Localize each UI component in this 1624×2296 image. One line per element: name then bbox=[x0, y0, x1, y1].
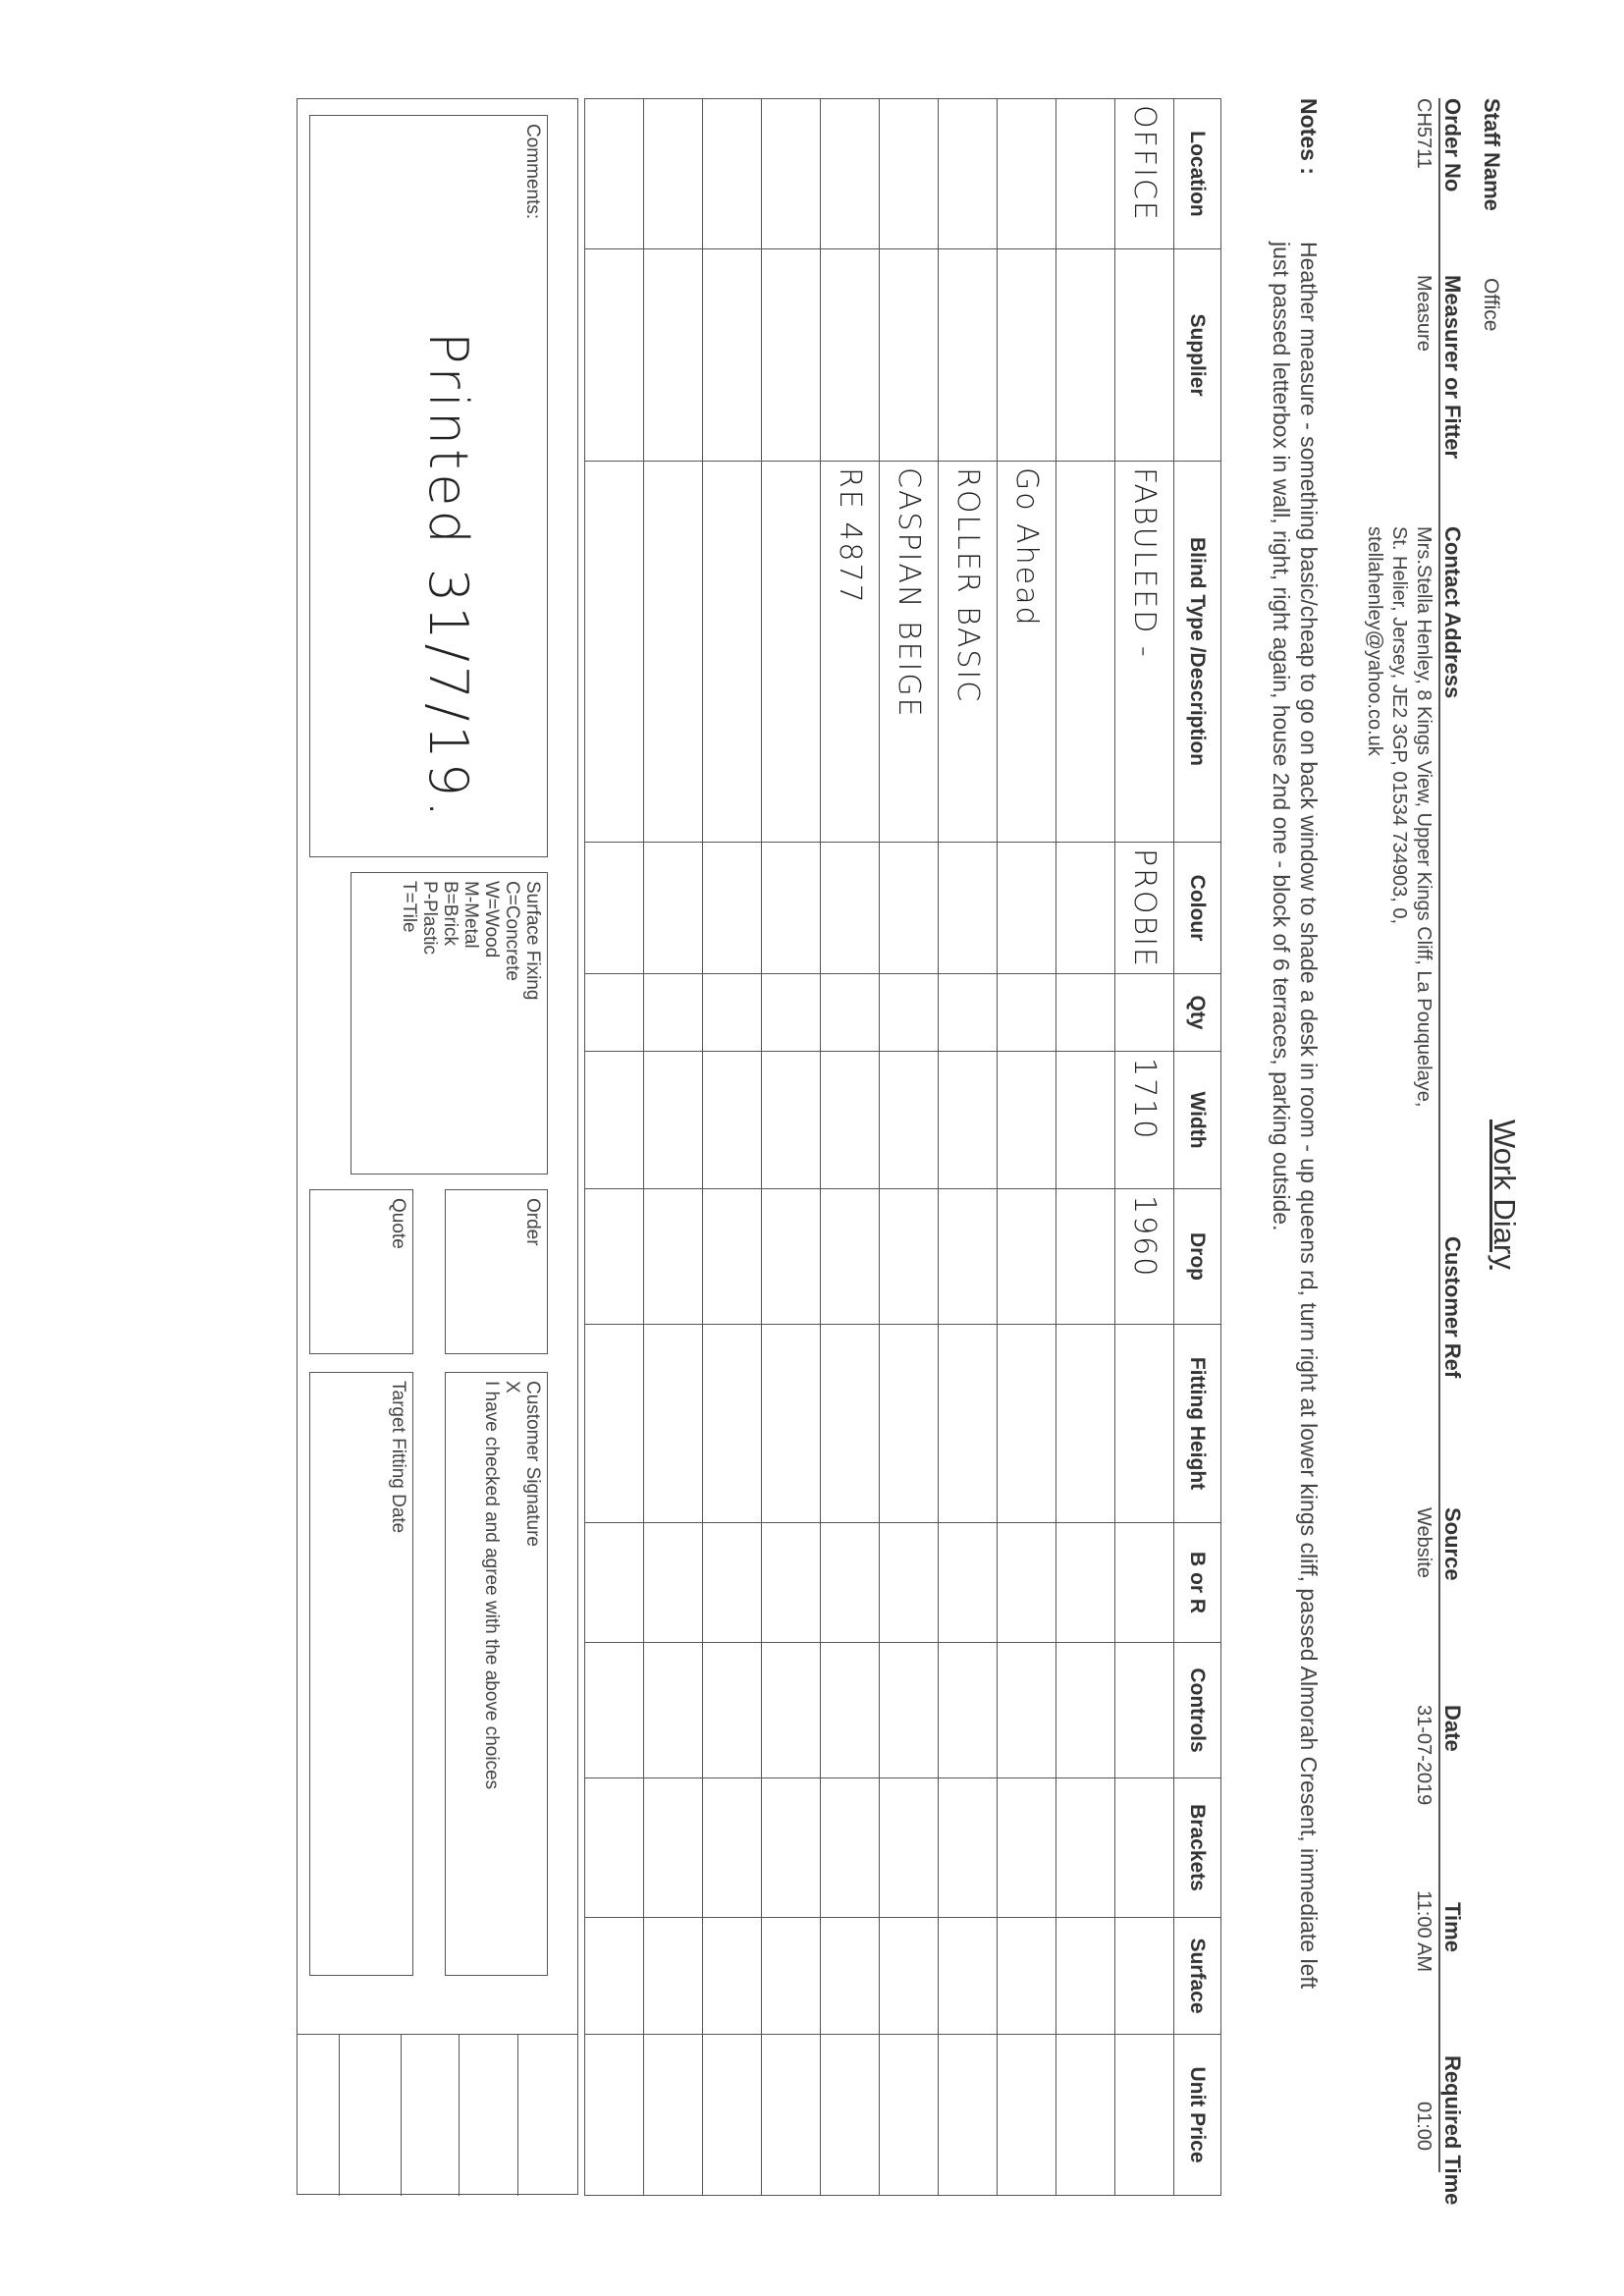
table-cell[interactable] bbox=[880, 1523, 939, 1643]
table-cell[interactable] bbox=[998, 1325, 1056, 1523]
table-row bbox=[703, 99, 762, 2196]
surface-fixing-title: Surface Fixing bbox=[522, 881, 543, 1001]
table-cell[interactable] bbox=[880, 974, 939, 1052]
staff-name-value: Office bbox=[1480, 278, 1502, 332]
table-cell[interactable] bbox=[703, 843, 762, 974]
table-cell[interactable] bbox=[762, 462, 821, 843]
table-row bbox=[585, 99, 644, 2196]
contact-address-label: Contact Address bbox=[1440, 526, 1465, 699]
table-cell[interactable] bbox=[644, 462, 703, 843]
table-cell[interactable] bbox=[1056, 1325, 1115, 1523]
table-cell[interactable] bbox=[998, 974, 1056, 1052]
table-cell[interactable] bbox=[703, 1325, 762, 1523]
table-cell[interactable] bbox=[821, 1643, 880, 1778]
table-cell[interactable] bbox=[762, 1325, 821, 1523]
table-cell[interactable] bbox=[998, 249, 1056, 462]
time-label: Time bbox=[1440, 1902, 1465, 1952]
table-cell[interactable] bbox=[585, 2035, 644, 2196]
surface-brick: B=Brick bbox=[440, 881, 460, 946]
column-header-b-or-r: B or R bbox=[1174, 1523, 1221, 1643]
table-cell[interactable] bbox=[703, 1189, 762, 1325]
table-row bbox=[821, 99, 880, 2196]
table-cell[interactable]: 1960 bbox=[1115, 1189, 1174, 1325]
table-cell[interactable] bbox=[998, 99, 1056, 249]
table-cell[interactable] bbox=[644, 1643, 703, 1778]
table-cell[interactable]: 1710 bbox=[1115, 1052, 1174, 1189]
column-header-controls: Controls bbox=[1174, 1643, 1221, 1778]
table-cell[interactable] bbox=[880, 1189, 939, 1325]
source-value: Website bbox=[1413, 1507, 1435, 1578]
unit-price-row-line bbox=[459, 2035, 460, 2196]
table-cell[interactable] bbox=[939, 249, 998, 462]
table-row bbox=[762, 99, 821, 2196]
table-cell[interactable] bbox=[880, 1918, 939, 2035]
table-cell[interactable] bbox=[703, 974, 762, 1052]
table-cell[interactable] bbox=[821, 1189, 880, 1325]
target-fitting-label: Target Fitting Date bbox=[388, 1381, 408, 1534]
table-cell[interactable] bbox=[703, 462, 762, 843]
table-cell[interactable] bbox=[998, 1189, 1056, 1325]
customer-ref-label: Customer Ref bbox=[1440, 1236, 1465, 1379]
table-cell[interactable] bbox=[821, 2035, 880, 2196]
table-cell[interactable] bbox=[644, 1189, 703, 1325]
address-line-2: St. Helier, Jersey, JE2 3GP, 01534 734903, 0, bbox=[1388, 526, 1410, 925]
table-cell[interactable] bbox=[1056, 1189, 1115, 1325]
table-cell[interactable] bbox=[1115, 249, 1174, 462]
table-cell[interactable]: FABULEED - bbox=[1115, 462, 1174, 843]
table-cell[interactable] bbox=[585, 1325, 644, 1523]
table-cell[interactable] bbox=[880, 1052, 939, 1189]
quote-box[interactable] bbox=[309, 1189, 413, 1354]
table-cell[interactable] bbox=[1115, 2035, 1174, 2196]
table-cell[interactable] bbox=[880, 2035, 939, 2196]
measurer-value: Measure bbox=[1413, 275, 1435, 352]
table-cell[interactable] bbox=[1056, 2035, 1115, 2196]
notes-label: Notes : bbox=[1296, 98, 1322, 175]
table-cell[interactable] bbox=[644, 1325, 703, 1523]
table-cell[interactable] bbox=[1056, 1643, 1115, 1778]
table-cell[interactable] bbox=[880, 843, 939, 974]
comments-handwritten: Printed 31/7/19. bbox=[417, 332, 479, 822]
column-header-unit-price: Unit Price bbox=[1174, 2035, 1221, 2196]
table-cell[interactable] bbox=[939, 1189, 998, 1325]
surface-wood: W=Wood bbox=[481, 881, 502, 958]
table-cell[interactable] bbox=[998, 1523, 1056, 1643]
table-cell[interactable] bbox=[939, 1523, 998, 1643]
unit-price-row-line bbox=[339, 2035, 340, 2196]
table-cell[interactable] bbox=[762, 99, 821, 249]
table-cell[interactable] bbox=[880, 1643, 939, 1778]
table-cell[interactable] bbox=[821, 843, 880, 974]
table-cell[interactable] bbox=[998, 2035, 1056, 2196]
order-box[interactable] bbox=[445, 1189, 548, 1354]
required-time-label: Required Time bbox=[1440, 2055, 1465, 2206]
address-line-1: Mrs.Stella Henley, 8 Kings View, Upper Kings Cliff, La Pouquelaye, bbox=[1413, 526, 1435, 1108]
table-cell[interactable] bbox=[880, 99, 939, 249]
table-cell[interactable]: CASPIAN BEIGE bbox=[880, 462, 939, 843]
table-cell[interactable] bbox=[821, 1523, 880, 1643]
date-value: 31-07-2019 bbox=[1413, 1705, 1435, 1806]
table-cell[interactable] bbox=[762, 1523, 821, 1643]
table-cell[interactable] bbox=[703, 99, 762, 249]
column-header-width: Width bbox=[1174, 1052, 1221, 1189]
quote-label: Quote bbox=[388, 1198, 408, 1249]
comments-label: Comments: bbox=[522, 124, 543, 220]
table-cell[interactable] bbox=[939, 843, 998, 974]
table-cell[interactable] bbox=[585, 1643, 644, 1778]
table-cell[interactable] bbox=[585, 843, 644, 974]
surface-tile: T=Tile bbox=[399, 881, 419, 933]
table-row bbox=[998, 99, 1056, 2196]
table-cell[interactable] bbox=[762, 249, 821, 462]
column-header-fitting-height: Fitting Height bbox=[1174, 1325, 1221, 1523]
table-cell[interactable] bbox=[762, 1778, 821, 1918]
header-divider bbox=[1438, 98, 1440, 2172]
target-fitting-date-box[interactable] bbox=[309, 1372, 413, 1976]
table-cell[interactable] bbox=[1056, 1778, 1115, 1918]
table-cell[interactable]: Go Ahead bbox=[998, 462, 1056, 843]
table-cell[interactable] bbox=[762, 1052, 821, 1189]
table-cell[interactable]: ROLLER BASIC bbox=[939, 462, 998, 843]
table-cell[interactable] bbox=[585, 249, 644, 462]
table-cell[interactable]: OFFICE bbox=[1115, 99, 1174, 249]
table-cell[interactable] bbox=[821, 1778, 880, 1918]
table-cell[interactable] bbox=[585, 99, 644, 249]
staff-name-label: Staff Name bbox=[1480, 98, 1504, 211]
signature-label: Customer Signature bbox=[522, 1381, 543, 1547]
table-cell[interactable] bbox=[644, 99, 703, 249]
table-cell[interactable] bbox=[880, 249, 939, 462]
column-header-qty: Qty bbox=[1174, 974, 1221, 1052]
table-cell[interactable]: PROBIE bbox=[1115, 843, 1174, 974]
table-cell[interactable] bbox=[644, 1052, 703, 1189]
table-cell[interactable] bbox=[762, 843, 821, 974]
unit-price-continuation bbox=[298, 2034, 577, 2196]
customer-signature-box[interactable] bbox=[445, 1372, 548, 1976]
table-cell[interactable] bbox=[880, 1325, 939, 1523]
table-cell[interactable] bbox=[703, 2035, 762, 2196]
table-row bbox=[1115, 99, 1174, 2196]
order-label: Order bbox=[522, 1198, 543, 1246]
unit-price-row-line bbox=[517, 2035, 518, 2196]
signature-mark: X bbox=[502, 1381, 522, 1394]
required-time-value: 01:00 bbox=[1413, 2102, 1435, 2152]
table-row bbox=[1056, 99, 1115, 2196]
table-cell[interactable] bbox=[998, 1918, 1056, 2035]
table-row bbox=[880, 99, 939, 2196]
table-cell[interactable] bbox=[1056, 974, 1115, 1052]
table-cell[interactable] bbox=[762, 974, 821, 1052]
unit-price-row-line bbox=[401, 2035, 402, 2196]
table-cell[interactable]: RE 4877 bbox=[821, 462, 880, 843]
table-cell[interactable] bbox=[939, 2035, 998, 2196]
table-cell[interactable] bbox=[762, 1918, 821, 2035]
table-cell[interactable] bbox=[821, 99, 880, 249]
table-cell[interactable] bbox=[1056, 1918, 1115, 2035]
table-cell[interactable] bbox=[1056, 1523, 1115, 1643]
table-cell[interactable] bbox=[703, 1052, 762, 1189]
notes-line-2: just passed letterbox in wall, right, right again, house 2nd one - block of 6 terraces, parking outside. bbox=[1269, 242, 1294, 1231]
surface-plastic: P-Plastic bbox=[419, 881, 440, 955]
table-cell[interactable] bbox=[821, 974, 880, 1052]
table-cell[interactable] bbox=[939, 99, 998, 249]
table-cell[interactable] bbox=[703, 1643, 762, 1778]
table-cell[interactable] bbox=[1056, 462, 1115, 843]
table-cell[interactable] bbox=[1056, 99, 1115, 249]
table-cell[interactable] bbox=[998, 1052, 1056, 1189]
table-cell[interactable] bbox=[880, 1778, 939, 1918]
table-cell[interactable] bbox=[762, 1189, 821, 1325]
document-title: Work Diary bbox=[1488, 1120, 1522, 1270]
table-cell[interactable] bbox=[939, 974, 998, 1052]
table-cell[interactable] bbox=[821, 249, 880, 462]
table-cell[interactable] bbox=[939, 1918, 998, 2035]
table-cell[interactable] bbox=[1056, 843, 1115, 974]
surface-fixing-box bbox=[351, 872, 548, 1175]
table-cell[interactable] bbox=[1115, 1918, 1174, 2035]
column-header-location: Location bbox=[1174, 99, 1221, 249]
table-cell[interactable] bbox=[821, 1918, 880, 2035]
table-cell[interactable] bbox=[585, 1778, 644, 1918]
date-label: Date bbox=[1440, 1705, 1465, 1752]
order-no-value: CH5711 bbox=[1413, 98, 1435, 169]
column-header-blind-type-description: Blind Type /Description bbox=[1174, 462, 1221, 843]
comments-box[interactable] bbox=[309, 115, 548, 857]
table-cell[interactable] bbox=[1115, 1643, 1174, 1778]
measurer-label: Measurer or Fitter bbox=[1440, 275, 1465, 460]
table-cell[interactable] bbox=[703, 249, 762, 462]
table-cell[interactable] bbox=[644, 843, 703, 974]
table-cell[interactable] bbox=[939, 1643, 998, 1778]
source-label: Source bbox=[1440, 1507, 1465, 1581]
column-header-brackets: Brackets bbox=[1174, 1778, 1221, 1918]
table-cell[interactable] bbox=[585, 1052, 644, 1189]
table-cell[interactable] bbox=[998, 843, 1056, 974]
table-cell[interactable] bbox=[585, 462, 644, 843]
table-cell[interactable] bbox=[703, 1778, 762, 1918]
table-cell[interactable] bbox=[762, 1643, 821, 1778]
blind-items-table bbox=[584, 98, 1221, 2196]
time-value: 11:00 AM bbox=[1413, 1890, 1435, 1973]
table-cell[interactable] bbox=[939, 1778, 998, 1918]
table-cell[interactable] bbox=[762, 2035, 821, 2196]
surface-concrete: C=Concrete bbox=[502, 881, 522, 981]
table-cell[interactable] bbox=[998, 1778, 1056, 1918]
table-cell[interactable] bbox=[644, 1778, 703, 1918]
address-email: stellahenley@yahoo.co.uk bbox=[1364, 526, 1385, 756]
table-cell[interactable] bbox=[939, 1052, 998, 1189]
signature-statement: I have checked and agree with the above choices bbox=[481, 1381, 502, 1790]
table-cell[interactable] bbox=[644, 1918, 703, 2035]
table-row bbox=[939, 99, 998, 2196]
table-cell[interactable] bbox=[1056, 249, 1115, 462]
table-cell[interactable] bbox=[1115, 1778, 1174, 1918]
column-header-drop: Drop bbox=[1174, 1189, 1221, 1325]
notes-line-1: Heather measure - something basic/cheap to go on back window to shade a desk in room - up queens rd, turn right at lower kings cliff, passed Almorah Cresent, immediate left bbox=[1296, 242, 1322, 1990]
table-cell[interactable] bbox=[1115, 974, 1174, 1052]
table-cell[interactable] bbox=[1115, 1325, 1174, 1523]
table-row bbox=[644, 99, 703, 2196]
table-cell[interactable] bbox=[1115, 1523, 1174, 1643]
table-cell[interactable] bbox=[1056, 1052, 1115, 1189]
table-cell[interactable] bbox=[821, 1325, 880, 1523]
table-cell[interactable] bbox=[821, 1052, 880, 1189]
table-cell[interactable] bbox=[703, 1523, 762, 1643]
column-header-surface: Surface bbox=[1174, 1918, 1221, 2035]
table-cell[interactable] bbox=[585, 1189, 644, 1325]
table-cell[interactable] bbox=[644, 249, 703, 462]
table-cell[interactable] bbox=[703, 1918, 762, 2035]
table-cell[interactable] bbox=[998, 1643, 1056, 1778]
table-cell[interactable] bbox=[644, 974, 703, 1052]
table-cell[interactable] bbox=[585, 974, 644, 1052]
footer-section bbox=[297, 98, 578, 2195]
order-no-label: Order No bbox=[1440, 98, 1465, 192]
table-cell[interactable] bbox=[644, 1523, 703, 1643]
table-cell[interactable] bbox=[644, 2035, 703, 2196]
table-cell[interactable] bbox=[939, 1325, 998, 1523]
surface-metal: M-Metal bbox=[460, 881, 481, 949]
column-header-colour: Colour bbox=[1174, 843, 1221, 974]
table-cell[interactable] bbox=[585, 1523, 644, 1643]
table-cell[interactable] bbox=[585, 1918, 644, 2035]
column-header-supplier: Supplier bbox=[1174, 249, 1221, 462]
table-header-row bbox=[1174, 99, 1221, 2196]
